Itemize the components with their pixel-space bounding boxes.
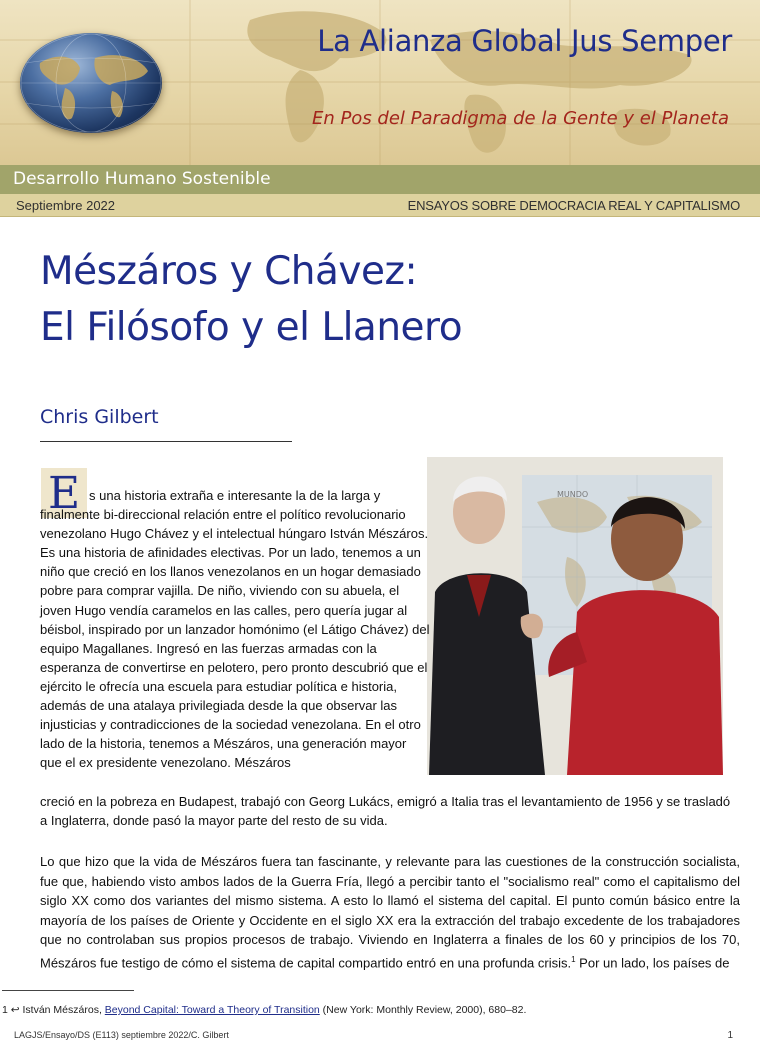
body-paragraph-2-tail: Por un lado, los países de xyxy=(575,954,730,970)
author-divider xyxy=(40,441,292,442)
author-name: Chris Gilbert xyxy=(40,406,159,428)
footnote-divider xyxy=(2,990,134,991)
date-bar xyxy=(0,194,760,217)
photo-illustration xyxy=(427,457,723,775)
footnote-reference[interactable]: 1 xyxy=(571,954,576,964)
footnote-marker: 1 xyxy=(2,1004,8,1016)
footnote-citation-rest: (New York: Monthly Review, 2000), 680–82. xyxy=(319,1004,527,1016)
footer-page-number: 1 xyxy=(727,1030,733,1041)
article-title-line-2: El Filósofo y el Llanero xyxy=(40,305,463,350)
footnote xyxy=(2,1004,526,1016)
footnote-back-arrow-icon[interactable]: ↩ xyxy=(10,1004,20,1016)
footnote-author: István Mészáros, xyxy=(19,1004,105,1016)
article-title xyxy=(40,244,462,356)
footnote-book-link[interactable]: Beyond Capital: Toward a Theory of Transition xyxy=(104,1004,320,1016)
section-title: Desarrollo Humano Sostenible xyxy=(13,169,271,189)
article-title-line-1: Mészáros y Chávez: xyxy=(40,249,418,294)
footer-document-id: LAGJS/Ensayo/DS (E113) septiembre 2022/C. Gilbert xyxy=(14,1030,229,1040)
site-title: La Alianza Global Jus Semper xyxy=(317,24,732,58)
series-title: ENSAYOS SOBRE DEMOCRACIA REAL Y CAPITALISMO xyxy=(407,198,740,213)
body-paragraph-2-text: Lo que hizo que la vida de Mészáros fuera tan fascinante, y relevante para las cuestiones de la construcción socialista, fue que, habiendo visto ambos lados de la Guerra Fría, llegó a percibir tanto el "socialismo real" como el capitalismo del siglo XX como dos variantes del mismo sistema. A esto lo llamó el sistema del capital. El punto común básico entre la mayoría de los países de Oriente y Occidente en el siglo XX era la extracción del trabajo excedente de los trabajadores que no controlaban sus propios procesos de trabajo. Viviendo en Inglaterra a finales de los 60 y principios de los 70, Mészáros fue testigo de cómo el sistema de capital compartido entró en una profunda crisis. xyxy=(40,854,740,970)
body-paragraph-1-continued: creció en la pobreza en Budapest, trabajó con Georg Lukács, emigró a Italia tras el levantamiento de 1956 y se trasladó a Inglaterra, donde pasó la mayor parte del resto de su vida. xyxy=(40,794,731,829)
body-paragraph-2 xyxy=(40,852,740,972)
drop-cap: E xyxy=(41,468,87,518)
site-tagline: En Pos del Paradigma de la Gente y el Planeta xyxy=(311,108,729,129)
publication-date: Septiembre 2022 xyxy=(16,198,116,213)
photo-map-label: MUNDO xyxy=(557,490,589,499)
article-photo xyxy=(427,457,723,775)
body-paragraph-1: s una historia extraña e interesante la de la larga y finalmente bi-direccional relación entre el político revolucionario venezolano Hugo Chávez y el intelectual húngaro István Mészáros. Es una historia de afinidades electivas. Por un lado, tenemos a un niño que creció en los llanos venezolanos en un hogar demasiado pobre para comprar vajilla. De niño, viviendo con su abuela, el joven Hugo vendía caramelos en las calles, pero quería jugar al béisbol, inspirado por un lanzador homónimo (el Látigo Chávez) del equipo Magallanes. Ingresó en las fuerzas armadas con la esperanza de convertirse en pelotero, pero pronto descubrió que el ejército le ofrecía una escuela para estudiar política e historia, además de una atalaya privilegiada desde la que observar las injusticias y contradicciones de la sociedad venezolana. En el otro lado de la historia, tenemos a Mészáros, una generación mayor que el ex presidente venezolano. Mészáros xyxy=(40,488,430,771)
globe-logo-icon xyxy=(20,33,162,133)
section-bar xyxy=(0,165,760,194)
header-banner xyxy=(0,0,760,165)
